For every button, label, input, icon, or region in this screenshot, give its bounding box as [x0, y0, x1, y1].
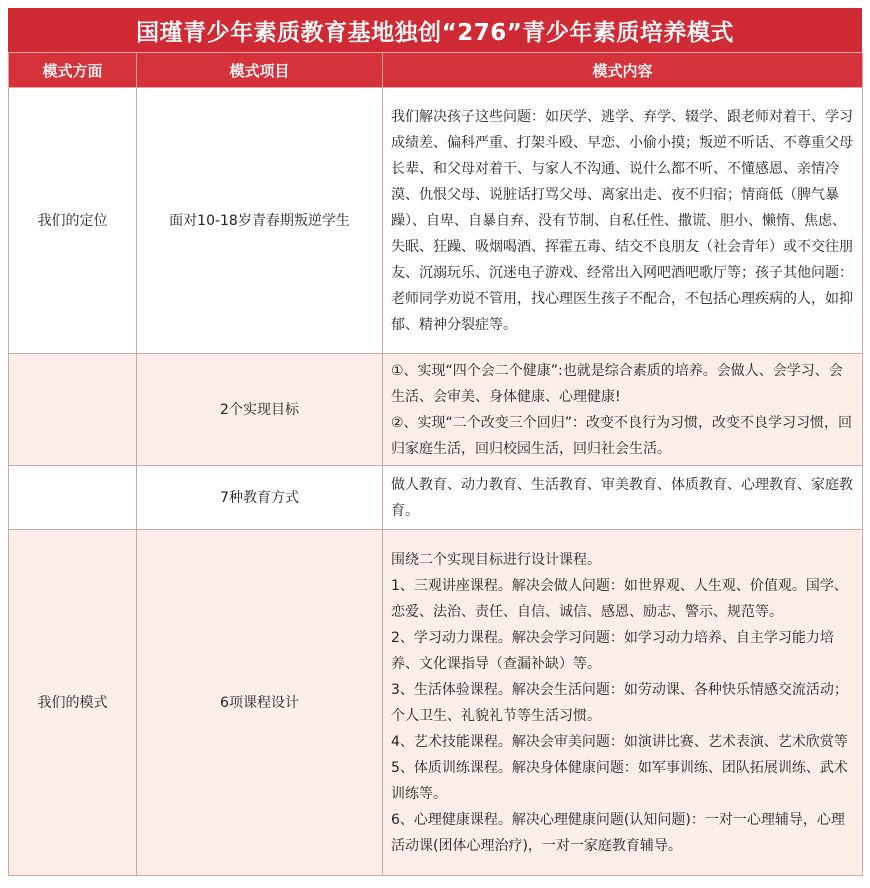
- table-row: [9, 88, 863, 354]
- content-paragraph: 做人教育、动力教育、生活教育、审美教育、体质教育、心理教育、家庭教育。: [391, 476, 853, 519]
- header-item: 模式项目: [137, 53, 383, 88]
- table-row: [9, 466, 863, 530]
- mode-table: [8, 52, 863, 876]
- item-cell: 6项课程设计: [137, 530, 383, 876]
- table-header-row: [9, 53, 863, 88]
- aspect-cell: 我们的定位: [9, 88, 137, 354]
- item-cell: 面对10-18岁青春期叛逆学生: [137, 88, 383, 354]
- content-cell: [383, 530, 863, 876]
- document-table-container: [8, 8, 862, 876]
- content-paragraph: 1、三观讲座课程。解决会做人问题：如世界观、人生观、价值观。国学、恋爱、法治、责任、自信、诚信、感恩、励志、警示、规范等。: [391, 577, 848, 620]
- content-paragraph: 我们解决孩子这些问题：如厌学、逃学、弃学、辍学、跟老师对着干、学习成绩差、偏科严重、打架斗殴、早恋、小偷小摸；叛逆不听话、不尊重父母长辈、和父母对着干、与家人不沟通、说什么都不听、不懂感恩、亲情冷漠、仇恨父母、说脏话打骂父母、离家出走、夜不归宿；情商低（脾气暴躁）、自卑、自暴自弃、没有节制、自私任性、撒谎、胆小、懒惰、焦虑、失眠、狂躁、吸烟喝酒、挥霍五毒、结交不良朋友（社会青年）或不交往朋友、沉溺玩乐、沉迷电子游戏、经常出入网吧酒吧歌厅等；孩子其他问题：老师同学劝说不管用，找心理医生孩子不配合，不包括心理疾病的人，如抑郁、精神分裂症等。: [391, 108, 853, 333]
- item-cell: 2个实现目标: [137, 354, 383, 466]
- content-paragraph: ①、实现“四个会二个健康”:也就是综合素质的培养。会做人、会学习、会生活、会审美、身体健康、心理健康!: [391, 362, 843, 405]
- aspect-cell: 我们的模式: [9, 530, 137, 876]
- header-aspect: 模式方面: [9, 53, 137, 88]
- header-content: 模式内容: [383, 53, 863, 88]
- content-paragraph: 4、艺术技能课程。解决会审美问题：如演讲比赛、艺术表演、艺术欣赏等: [391, 733, 848, 750]
- content-paragraph: 3、生活体验课程。解决会生活问题：如劳动课、各种快乐情感交流活动；个人卫生、礼貌礼节等生活习惯。: [391, 681, 848, 724]
- aspect-cell: [9, 354, 137, 466]
- content-cell: [383, 88, 863, 354]
- content-paragraph: 围绕二个实现目标进行设计课程。: [391, 551, 601, 568]
- item-cell: 7种教育方式: [137, 466, 383, 530]
- page-title: 国瑾青少年素质教育基地独创“276”青少年素质培养模式: [8, 8, 862, 52]
- table-row: [9, 530, 863, 876]
- content-cell: [383, 466, 863, 530]
- table-row: [9, 354, 863, 466]
- content-cell: [383, 354, 863, 466]
- content-paragraph: 2、学习动力课程。解决会学习问题：如学习动力培养、自主学习能力培养、文化课指导（查漏补缺）等。: [391, 629, 834, 672]
- aspect-cell: [9, 466, 137, 530]
- content-paragraph: 5、体质训练课程。解决身体健康问题：如军事训练、团队拓展训练、武术训练等。: [391, 759, 848, 802]
- content-paragraph: 6、心理健康课程。解决心理健康问题(认知问题)：一对一心理辅导，心理活动课(团体心理治疗)，一对一家庭教育辅导。: [391, 811, 845, 854]
- content-paragraph: ②、实现“二个改变三个回归”：改变不良行为习惯，改变不良学习习惯，回归家庭生活，回归校园生活，回归社会生活。: [391, 414, 853, 457]
